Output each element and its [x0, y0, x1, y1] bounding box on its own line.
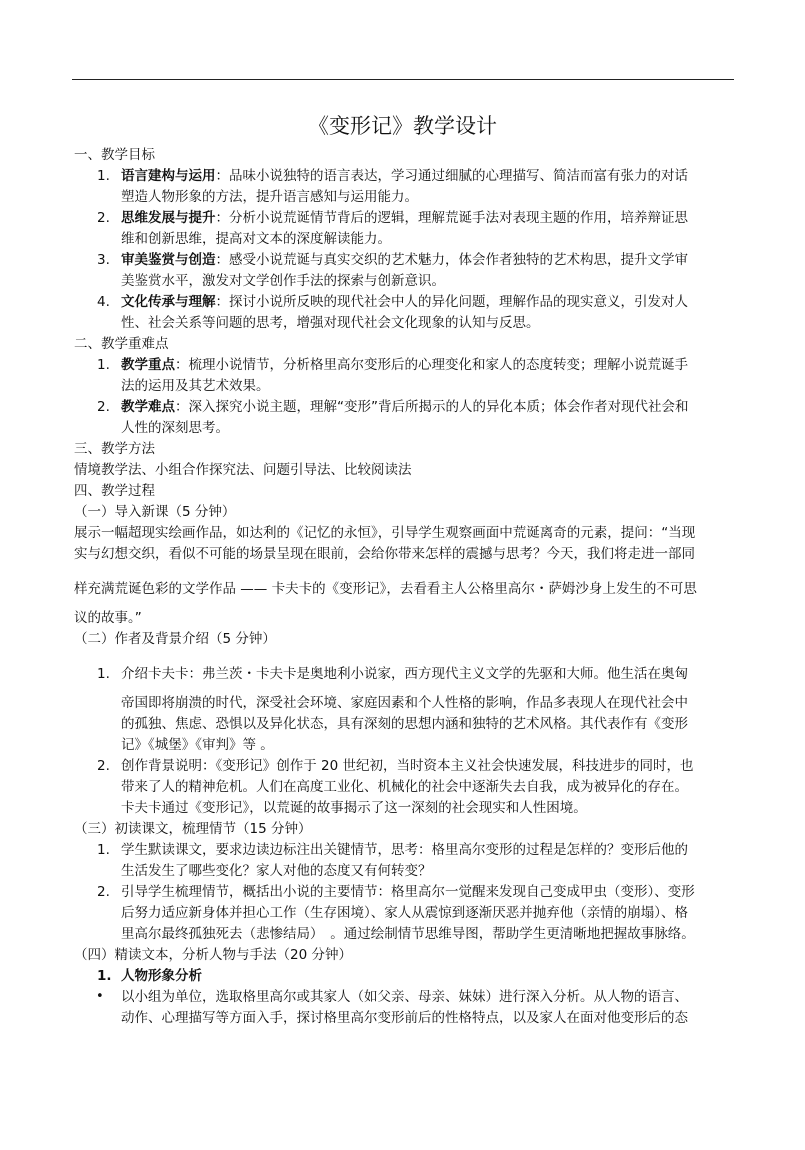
- paragraph-line: 实与幻想交织，看似不可能的场景呈现在眼前，会给你带来怎样的震撼与思考？今天，我们将走进一部同: [74, 546, 695, 562]
- list-item-line: [121, 293, 688, 311]
- list-number: 1.: [97, 666, 110, 682]
- list-item-line: 后努力适应新身体并担心工作（生存困境）、家人从震惊到逐渐厌恶并抛弃他（亲情的崩塌）、格: [121, 905, 688, 921]
- section-heading-objectives: 一、教学目标: [74, 147, 155, 163]
- subsection-heading-close-reading: （四）精读文本，分析人物与手法（20 分钟）: [74, 947, 352, 963]
- list-item-line: [121, 356, 688, 374]
- list-item-line: 生活发生了哪些变化？家人对他的态度又有何转变？: [121, 863, 432, 879]
- list-number: 1.: [97, 168, 110, 184]
- paragraph-line: 展示一幅超现实绘画作品，如达利的《记忆的永恒》，引导学生观察画面中荒诞离奇的元素，提问：“当现: [74, 525, 696, 541]
- list-item-label: 思维发展与提升: [121, 210, 216, 226]
- list-item-line: 塑造人物形象的方法，提升语言感知与运用能力。: [121, 189, 418, 205]
- list-item-line: 卡夫卡通过《变形记》，以荒诞的故事揭示了这一深刻的社会现实和人性困境。: [121, 800, 587, 816]
- list-item-label: 教学难点: [121, 399, 175, 415]
- list-number: 2.: [97, 758, 110, 774]
- list-item-line: 动作、心理描写等方面入手，探讨格里高尔变形前后的性格特点，以及家人在面对他变形后的态: [121, 1010, 688, 1026]
- paragraph-line: 样充满荒诞色彩的文学作品 —— 卡夫卡的《变形记》，去看看主人公格里高尔・萨姆沙身上发生的不可思: [74, 581, 697, 597]
- list-item-line: 的孤独、焦虑、恐惧以及异化状态，具有深刻的思想内涵和独特的艺术风格。其代表作有《变形: [121, 716, 688, 732]
- list-number: 1.: [97, 357, 110, 373]
- list-item-line: 创作背景说明：《变形记》创作于 20 世纪初，当时资本主义社会快速发展，科技进步的同时，也: [121, 758, 694, 774]
- subsection-heading-reading: （三）初读课文，梳理情节（15 分钟）: [74, 821, 312, 837]
- bullet-mark: •: [96, 989, 104, 1004]
- list-item-line: 里高尔最终孤独死去（悲惨结局） 。通过绘制情节思维导图，帮助学生更清晰地把握故事脉络。: [121, 926, 695, 942]
- list-number: 1.: [97, 968, 112, 984]
- list-item-line: [121, 398, 689, 416]
- list-item-line: 学生默读课文，要求边读边标注出关键情节，思考：格里高尔变形的过程是怎样的？变形后他的: [121, 842, 688, 858]
- list-item-label: 教学重点: [121, 357, 175, 373]
- list-item-text: ：分析小说荒诞情节背后的逻辑，理解荒诞手法对表现主题的作用，培养辩证思: [215, 210, 688, 226]
- list-number: 3.: [97, 252, 110, 268]
- character-analysis-heading: 人物形象分析: [121, 968, 202, 984]
- list-item-line: 介绍卡夫卡：弗兰茨・卡夫卡是奥地利小说家，西方现代主义文学的先驱和大师。他生活在奥匈: [121, 666, 688, 682]
- list-item-text: ：感受小说荒诞与真实交织的艺术魅力，体会作者独特的艺术构思，提升文学审: [215, 252, 688, 268]
- list-item-line: [121, 209, 688, 227]
- list-item-text: ：深入探究小说主题，理解“变形”背后所揭示的人的异化本质；体会作者对现代社会和: [175, 399, 689, 415]
- section-heading-key-points: 二、教学重难点: [74, 336, 169, 352]
- list-item-text: ：梳理小说情节，分析格里高尔变形后的心理变化和家人的态度转变；理解小说荒诞手: [175, 357, 688, 373]
- list-item-line: 人性的深刻思考。: [121, 420, 229, 436]
- list-item-line: 法的运用及其艺术效果。: [121, 378, 270, 394]
- list-item-text: ：品味小说独特的语言表达，学习通过细腻的心理描写、简洁而富有张力的对话: [215, 168, 688, 184]
- list-item-line: 美鉴赏水平，激发对文学创作手法的探索与创新意识。: [121, 273, 445, 289]
- list-item-line: 帝国即将崩溃的时代，深受社会环境、家庭因素和个人性格的影响，作品多表现人在现代社会中: [121, 695, 688, 711]
- section-heading-methods: 三、教学方法: [74, 441, 155, 457]
- list-item-line: 维和创新思维，提高对文本的深度解读能力。: [121, 231, 391, 247]
- header-rule: [72, 79, 734, 80]
- list-item-line: 性、社会关系等问题的思考，增强对现代社会文化现象的认知与反思。: [121, 315, 540, 331]
- list-number: 2.: [97, 210, 110, 226]
- list-item-text: ：探讨小说所反映的现代社会中人的异化问题，理解作品的现实意义，引发对人: [215, 294, 688, 310]
- list-number: 2.: [97, 884, 110, 900]
- subsection-heading-author: （二）作者及背景介绍（5 分钟）: [74, 631, 276, 647]
- list-item-label: 语言建构与运用: [121, 168, 216, 184]
- list-item-line: 以小组为单位，选取格里高尔或其家人（如父亲、母亲、妹妹）进行深入分析。从人物的语言、: [121, 989, 688, 1005]
- list-number: 4.: [97, 294, 110, 310]
- list-item-line: [121, 251, 688, 269]
- subsection-heading-intro: （一）导入新课（5 分钟）: [74, 504, 236, 520]
- list-number: 2.: [97, 399, 110, 415]
- list-item-line: [121, 167, 688, 185]
- list-item-line: 记》《城堡》《审判》等 。: [121, 737, 274, 753]
- list-item-label: 文化传承与理解: [121, 294, 216, 310]
- page-title: 《变形记》教学设计: [308, 114, 497, 138]
- list-item-line: 带来了人的精神危机。人们在高度工业化、机械化的社会中逐渐失去自我，成为被异化的存在。: [121, 779, 688, 795]
- paragraph-line: 议的故事。”: [74, 610, 142, 626]
- list-number: 1.: [97, 842, 110, 858]
- section-heading-process: 四、教学过程: [74, 483, 155, 499]
- list-item-label: 审美鉴赏与创造: [121, 252, 216, 268]
- methods-text: 情境教学法、小组合作探究法、问题引导法、比较阅读法: [74, 462, 412, 478]
- list-item-line: 引导学生梳理情节，概括出小说的主要情节：格里高尔一觉醒来发现自己变成甲虫（变形）、变形: [121, 884, 695, 900]
